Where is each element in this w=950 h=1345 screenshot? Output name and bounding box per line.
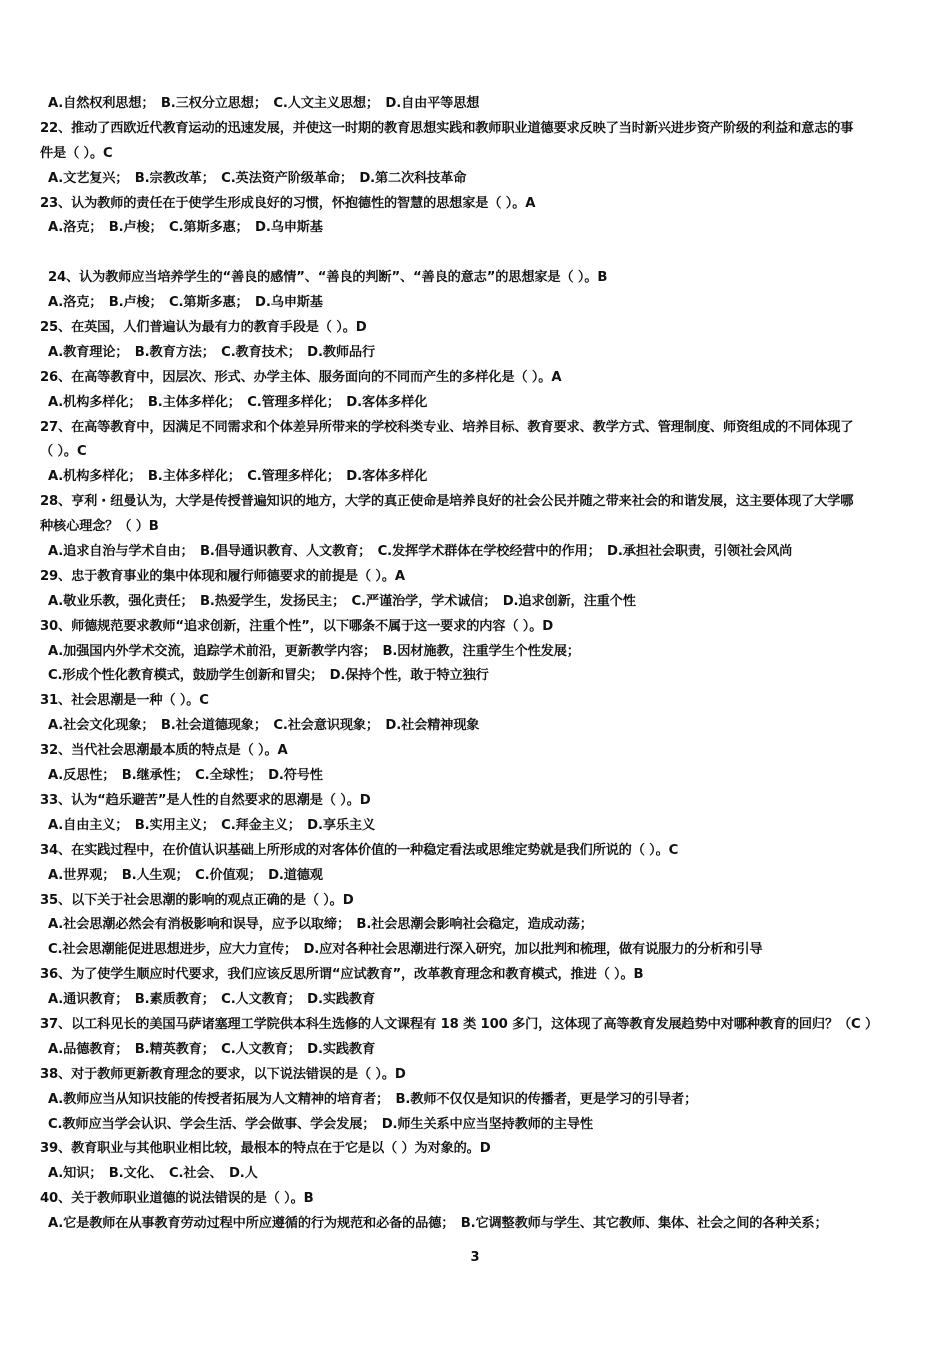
question-line: 34、在实践过程中，在价值认识基础上所形成的对客体价值的一种稳定看法或思维定势就是我们所说的（ ）。C — [40, 842, 679, 858]
question-line: 种核心理念？（ ）B — [40, 519, 159, 535]
question-line: 22、推动了西欧近代教育运动的迅速发展，并使这一时期的教育思想实践和教师职业道德要求反映了当时新兴进步资产阶级的利益和意志的事 — [40, 120, 854, 136]
option-line: A.加强国内外学术交流，追踪学术前沿，更新教学内容； B.因材施教，注重学生个性发展； — [48, 643, 580, 659]
option-line: A.洛克； B.卢梭； C.第斯多惠； D.乌申斯基 — [48, 295, 323, 311]
option-line: A.教育理论； B.教育方法； C.教育技术； D.教师品行 — [48, 344, 375, 360]
question-line: 25、在英国，人们普遍认为最有力的教育手段是（ ）。D — [40, 320, 367, 336]
question-line: 27、在高等教育中，因满足不同需求和个体差异所带来的学校科类专业、培养目标、教育要求、教学方式、管理制度、师资组成的不同体现了 — [40, 419, 854, 435]
option-line: A.自然权利思想； B.三权分立思想； C.人文主义思想； D.自由平等思想 — [48, 96, 480, 111]
question-line: 26、在高等教育中，因层次、形式、办学主体、服务面向的不同而产生的多样化是（ ）。A — [40, 369, 562, 385]
option-line: 24、认为教师应当培养学生的“善良的感情”、“善良的判断”、“善良的意志”的思想家是（ ）。B — [48, 270, 608, 286]
blank-line — [40, 241, 932, 266]
option-line: C.形成个性化教育模式，鼓励学生创新和冒尖； D.保持个性，敢于特立独行 — [48, 668, 489, 684]
option-line: A.品德教育； B.精英教育； C.人文教育； D.实践教育 — [48, 1041, 375, 1057]
question-line: 40、关于教师职业道德的说法错误的是（ ）。B — [40, 1191, 314, 1207]
option-line: A.社会文化现象； B.社会道德现象； C.社会意识现象； D.社会精神现象 — [48, 718, 480, 734]
question-line: 35、以下关于社会思潮的影响的观点正确的是（ ）。D — [40, 892, 354, 908]
option-line: A.敬业乐教，强化责任； B.热爱学生，发扬民主； C.严谨治学，学术诚信； D.追求创新，注重个性 — [48, 593, 636, 609]
option-line: A.通识教育； B.素质教育； C.人文教育； D.实践教育 — [48, 992, 375, 1008]
option-line: A.反思性； B.继承性； C.全球性； D.符号性 — [48, 768, 323, 784]
question-line: 39、教育职业与其他职业相比较，最根本的特点在于它是以（ ）为对象的。D — [40, 1141, 491, 1157]
question-line: 33、认为“趋乐避苦”是人性的自然要求的思潮是（ ）。D — [40, 792, 371, 808]
question-line: 38、对于教师更新教育理念的要求，以下说法错误的是（ ）。D — [40, 1066, 406, 1082]
question-line: （ ）。C — [40, 444, 87, 460]
question-line: 31、社会思潮是一种（ ）。C — [40, 693, 209, 709]
question-line: 28、亨利・纽曼认为，大学是传授普遍知识的地方，大学的真正使命是培养良好的社会公民并随之带来社会的和谐发展，这主要体现了大学哪 — [40, 494, 854, 510]
question-line: 件是（ ）。C — [40, 145, 113, 161]
option-line: A.教师应当从知识技能的传授者拓展为人文精神的培育者； B.教师不仅仅是知识的传播者，更是学习的引导者； — [48, 1091, 698, 1107]
question-line: 23、认为教师的责任在于使学生形成良好的习惯，怀抱德性的智慧的思想家是（ ）。A — [40, 195, 536, 211]
question-line: 37、以工科见长的美国马萨诸塞理工学院供本科生选修的人文课程有 18 类 100 多门，这体现了高等教育发展趋势中对哪种教育的回归？（C ） — [40, 1016, 879, 1032]
option-line: A.洛克； B.卢梭； C.第斯多惠； D.乌申斯基 — [48, 220, 323, 236]
option-line: A.机构多样化； B.主体多样化； C.管理多样化； D.客体多样化 — [48, 469, 428, 485]
option-line: C.社会思潮能促进思想进步，应大力宣传； D.应对各种社会思潮进行深入研究，加以批判和梳理，做有说服力的分析和引导 — [48, 942, 763, 958]
question-line: 32、当代社会思潮最本质的特点是（ ）。A — [40, 743, 288, 759]
option-line: A.它是教师在从事教育劳动过程中所应遵循的行为规范和必备的品德； B.它调整教师与学生、其它教师、集体、社会之间的各种关系； — [48, 1216, 828, 1232]
option-line: A.世界观； B.人生观； C.价值观； D.道德观 — [48, 867, 323, 883]
question-list — [40, 92, 932, 1237]
option-line: A.自由主义； B.实用主义； C.拜金主义； D.享乐主义 — [48, 817, 375, 833]
question-line: 36、为了使学生顺应时代要求，我们应该反思所谓“应试教育”，改革教育理念和教育模式，推进（ ）。B — [40, 967, 644, 983]
option-line: A.追求自治与学术自由； B.倡导通识教育、人文教育； C.发挥学术群体在学校经营中的作用； D.承担社会职责，引领社会风尚 — [48, 544, 793, 560]
option-line: A.知识； B.文化、 C.社会、 D.人 — [48, 1166, 258, 1182]
option-line: A.社会思潮必然会有消极影响和误导，应予以取缔； B.社会思潮会影响社会稳定，造成动荡； — [48, 917, 593, 933]
option-line: C.教师应当学会认识、学会生活、学会做事、学会发展； D.师生关系中应当坚持教师的主导性 — [48, 1116, 593, 1132]
question-line: 29、忠于教育事业的集中体现和履行师德要求的前提是（ ）。A — [40, 568, 405, 584]
option-line: A.文艺复兴； B.宗教改革； C.英法资产阶级革命； D.第二次科技革命 — [48, 170, 467, 186]
option-line: A.机构多样化； B.主体多样化； C.管理多样化； D.客体多样化 — [48, 394, 428, 410]
question-line: 30、师德规范要求教师“追求创新，注重个性”，以下哪条不属于这一要求的内容（ ）。D — [40, 618, 554, 634]
page-number: 3 — [470, 1250, 480, 1265]
